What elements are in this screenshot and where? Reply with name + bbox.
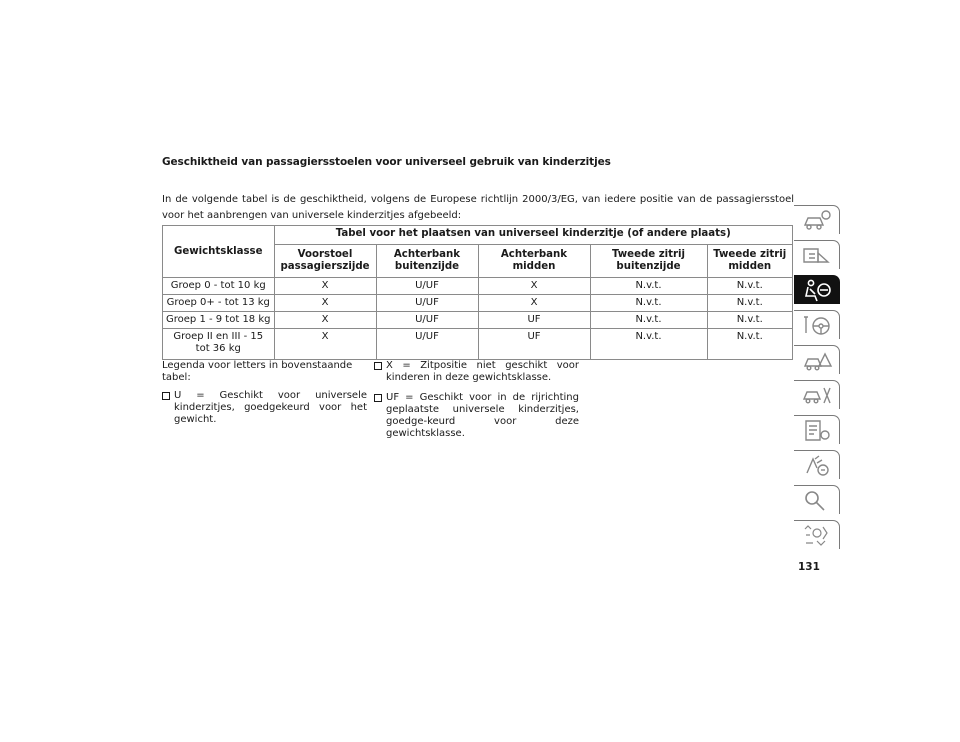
- legend-item: [374, 360, 579, 384]
- car-service-icon: [801, 383, 833, 408]
- magnifier-icon: [801, 488, 833, 513]
- compatibility-table: [162, 225, 793, 360]
- table-row: [163, 295, 793, 312]
- legend-item: [374, 392, 579, 440]
- column-header: Voorstoel passagierszijde: [274, 245, 376, 278]
- legend-left-column: [162, 360, 367, 434]
- table-cell: N.v.t.: [590, 329, 707, 360]
- table-cell: X: [478, 295, 590, 312]
- table-cell: X: [478, 278, 590, 295]
- checklist-icon: [801, 418, 833, 443]
- language-index-icon: [801, 523, 833, 548]
- legend-intro: Legenda voor letters in bovenstaande tabel:: [162, 360, 353, 383]
- chapter-tab[interactable]: [794, 275, 840, 304]
- checkbox-bullet-icon: [374, 362, 382, 370]
- chapter-tab[interactable]: [794, 450, 840, 479]
- chapter-tab[interactable]: [794, 240, 840, 269]
- chapter-tab[interactable]: [794, 310, 840, 339]
- multimedia-icon: [801, 453, 833, 478]
- chapter-tab[interactable]: [794, 485, 840, 514]
- table-cell: N.v.t.: [707, 312, 793, 329]
- table-cell: N.v.t.: [590, 295, 707, 312]
- steering-wheel-icon: [801, 313, 833, 338]
- column-header: Achterbank midden: [478, 245, 590, 278]
- seat-airbag-icon: [801, 278, 833, 303]
- car-hazard-icon: [801, 348, 833, 373]
- chapter-tab[interactable]: [794, 415, 840, 444]
- checkbox-bullet-icon: [162, 392, 170, 400]
- row-label: Groep 1 - 9 tot 18 kg: [163, 312, 275, 329]
- page-title: Geschiktheid van passagiersstoelen voor universeel gebruik van kinderzitjes: [162, 156, 611, 168]
- table-cell: X: [274, 312, 376, 329]
- legend-item-text: UF = Geschikt voor in de rijrichting geplaatste universele kinderzitjes, goedge-keurd voor deze gewichtsklasse.: [386, 392, 579, 439]
- table-header-row: [163, 226, 793, 245]
- intro-paragraph: In de volgende tabel is de geschiktheid, volgens de Europese richtlijn 2000/3/EG, van iedere positie van de passagiersstoel voor het aanbrengen van universele kinderzitjes afgebeeld:: [162, 194, 794, 221]
- column-header: Tweede zitrij buitenzijde: [590, 245, 707, 278]
- table-row: [163, 278, 793, 295]
- page-number: 131: [798, 561, 820, 573]
- chapter-tab[interactable]: [794, 345, 840, 374]
- table-cell: U/UF: [376, 278, 478, 295]
- table-cell: UF: [478, 312, 590, 329]
- dashboard-warning-icon: [801, 243, 833, 268]
- column-header: Tweede zitrij midden: [707, 245, 793, 278]
- chapter-tab[interactable]: [794, 520, 840, 549]
- chapter-tab[interactable]: [794, 380, 840, 409]
- group-header-cell: Tabel voor het plaatsen van universeel kinderzitje (of andere plaats): [274, 226, 793, 245]
- table-cell: U/UF: [376, 295, 478, 312]
- table-cell: UF: [478, 329, 590, 360]
- row-header-cell: Gewichtsklasse: [163, 226, 275, 278]
- legend-item-text: X = Zitpositie niet geschikt voor kinderen in deze gewichtsklasse.: [386, 360, 579, 383]
- table-cell: N.v.t.: [590, 278, 707, 295]
- table-cell: N.v.t.: [707, 278, 793, 295]
- table-cell: N.v.t.: [707, 295, 793, 312]
- table-row: [163, 312, 793, 329]
- car-info-icon: [801, 208, 833, 233]
- table-cell: X: [274, 278, 376, 295]
- checkbox-bullet-icon: [374, 394, 382, 402]
- table-cell: N.v.t.: [707, 329, 793, 360]
- table-cell: X: [274, 329, 376, 360]
- column-header: Achterbank buitenzijde: [376, 245, 478, 278]
- table-cell: N.v.t.: [590, 312, 707, 329]
- legend-right-column: [374, 360, 579, 448]
- table-cell: U/UF: [376, 329, 478, 360]
- row-label: Groep 0+ - tot 13 kg: [163, 295, 275, 312]
- row-label: Groep 0 - tot 10 kg: [163, 278, 275, 295]
- chapter-tab[interactable]: [794, 205, 840, 234]
- table-cell: X: [274, 295, 376, 312]
- legend-item-text: U = Geschikt voor universele kinderzitjes, goedgekeurd voor het gewicht.: [174, 390, 367, 425]
- table-row: [163, 329, 793, 360]
- row-label: Groep II en III - 15 tot 36 kg: [163, 329, 275, 360]
- chapter-tabs: [794, 205, 840, 555]
- table-cell: U/UF: [376, 312, 478, 329]
- legend-item: [162, 390, 367, 426]
